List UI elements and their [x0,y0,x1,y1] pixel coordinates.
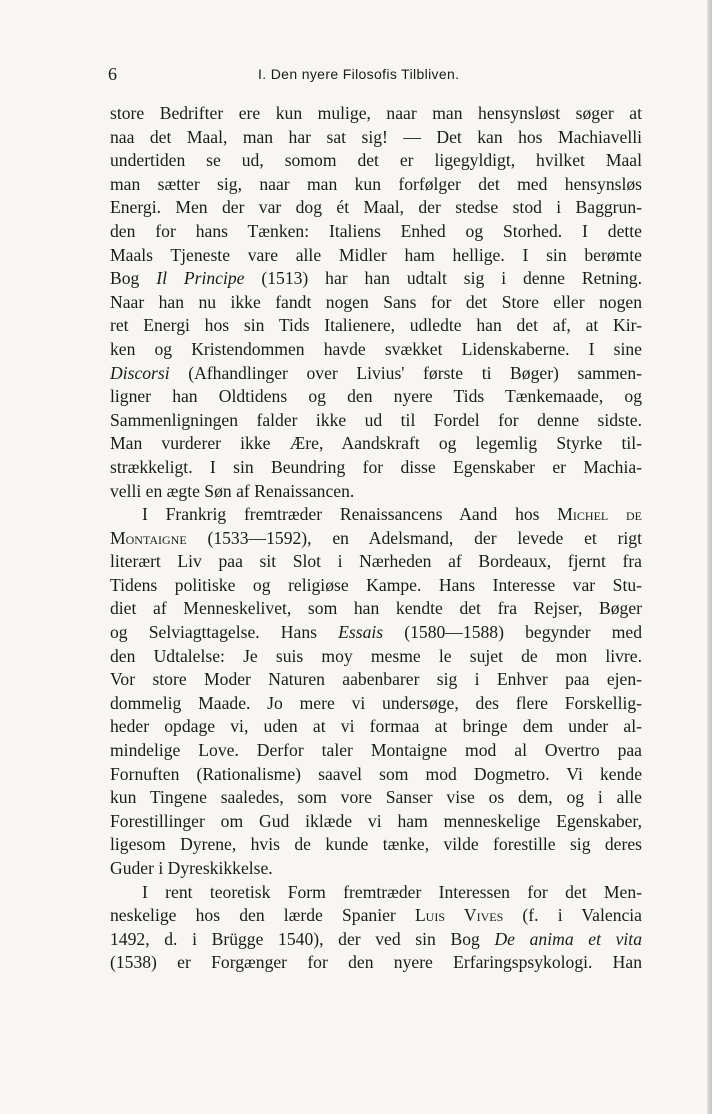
paragraph-3 [110,881,642,975]
book-title-essais: Essais [338,622,384,643]
text-line: diet af Menneskelivet, som han kendte det fra Rejser, Bøger [110,598,642,619]
text-line: literært Liv paa sit Slot i Nærheden af Bordeaux, fjernt fra [110,551,642,572]
text-run: (1513) har han udtalt sig i denne Retning. [244,268,642,289]
text-line: ken og Kristendommen havde svækket Lidenskaberne. I sine [110,338,642,359]
text-line [110,527,642,551]
text-line: Tidens politiske og religiøse Kampe. Hans Interesse var Stu- [110,574,642,595]
text-run: Bog [110,268,157,289]
text-line: undertiden se ud, somom det er ligegyldigt, hvilket Maal [110,150,642,171]
text-line: den Udtalelse: Je suis moy mesme le sujet de mon livre. [110,645,642,666]
text-line: den for hans Tænken: Italiens Enhed og Storhed. I dette [110,220,642,241]
text-run: (1580—1588) begynder med [383,622,642,643]
text-line: kun Tingene saaledes, som vore Sanser vise os dem, og i alle [110,787,642,808]
paragraph-2 [110,503,642,881]
text-run: og Selviagttagelse. Hans [110,622,339,643]
text-line: dommelig Maade. Jo mere vi undersøge, des flere Forskellig- [110,692,642,713]
text-line: store Bedrifter ere kun mulige, naar man hensynsløst søger at [110,103,642,123]
text-line: mindelige Love. Derfor taler Montaigne mod al Overtro paa [110,740,642,761]
book-title-de-anima-et-vita: De anima et vita [494,928,642,949]
text-line: ligesom Dyrene, hvis de kunde tænke, vilde forestille sig deres [110,834,642,855]
text-line: heder opdage vi, uden at vi formaa at bringe dem under al- [110,716,642,737]
text-line [110,503,642,527]
person-name-luis-vives: Luis Vives [414,905,504,926]
text-line: Vor store Moder Naturen aabenbarer sig i Enhver paa ejen- [110,669,642,690]
text-run: I Frankrig fremtræder Renaissancens Aand hos [142,504,558,525]
text-line: ligner han Oldtidens og den nyere Tids Tænkemaade, og [110,386,642,407]
text-line [110,928,642,952]
paragraph-1 [110,102,642,503]
person-name-montaigne: Montaigne [110,527,187,548]
text-run: (Afhandlinger over Livius' første ti Bøger) sammen- [169,362,642,383]
text-line: Guder i Dyreskikkelse. [110,858,273,878]
text-line: Man vurderer ikke Ære, Aandskraft og legemlig Styrke til- [110,433,642,454]
text-line: Sammenligningen falder ikke ud til Fordel for denne sidste. [110,409,642,430]
text-run: (1533—1592), en Adelsmand, der levede et rigt [186,527,642,548]
person-name-michel-de: Michel de [557,504,642,525]
text-run: 1492, d. i Brügge 1540), der ved sin Bog [110,928,495,949]
text-line: Fornuften (Rationalisme) saavel som mod Dogmetro. Vi kende [110,763,642,784]
text-run: (f. i Valencia [503,905,642,926]
text-line: Naar han nu ikke fandt nogen Sans for det Store eller nogen [110,291,642,312]
text-line: man sætter sig, naar man kun forfølger det med hensynsløs [110,173,642,194]
running-head: I. Den nyere Filosofis Tilbliven. [258,66,460,82]
book-title-discorsi: Discorsi [110,362,170,383]
text-line [110,267,642,291]
text-run: neskelige hos den lærde Spanier [110,905,415,926]
text-line: ret Energi hos sin Tids Italienere, udledte han det af, at Kir- [110,315,642,336]
text-line: naa det Maal, man har sat sig! — Det kan hos Machiavelli [110,126,642,147]
text-line: strækkeligt. I sin Beundring for disse Egenskaber er Machia- [110,456,642,477]
body-text [110,102,642,975]
text-line: velli en ægte Søn af Renaissancen. [110,480,355,501]
page-header [108,60,642,88]
book-title-il-principe: Il Principe [156,268,245,289]
text-line: Energi. Men der var dog ét Maal, der stedse stod i Baggrun- [110,197,642,218]
text-line [110,904,642,928]
text-line: Forestillinger om Gud iklæde vi ham menneskelige Egenskaber, [110,810,642,831]
text-line [110,362,642,386]
text-line [110,621,642,645]
page-number: 6 [108,64,117,84]
text-line: I rent teoretisk Form fremtræder Interessen for det Men- [142,881,642,902]
text-line: (1538) er Forgænger for den nyere Erfaringspsykologi. Han [110,952,642,973]
text-line: Maals Tjeneste vare alle Midler ham hellige. I sin berømte [110,244,642,265]
